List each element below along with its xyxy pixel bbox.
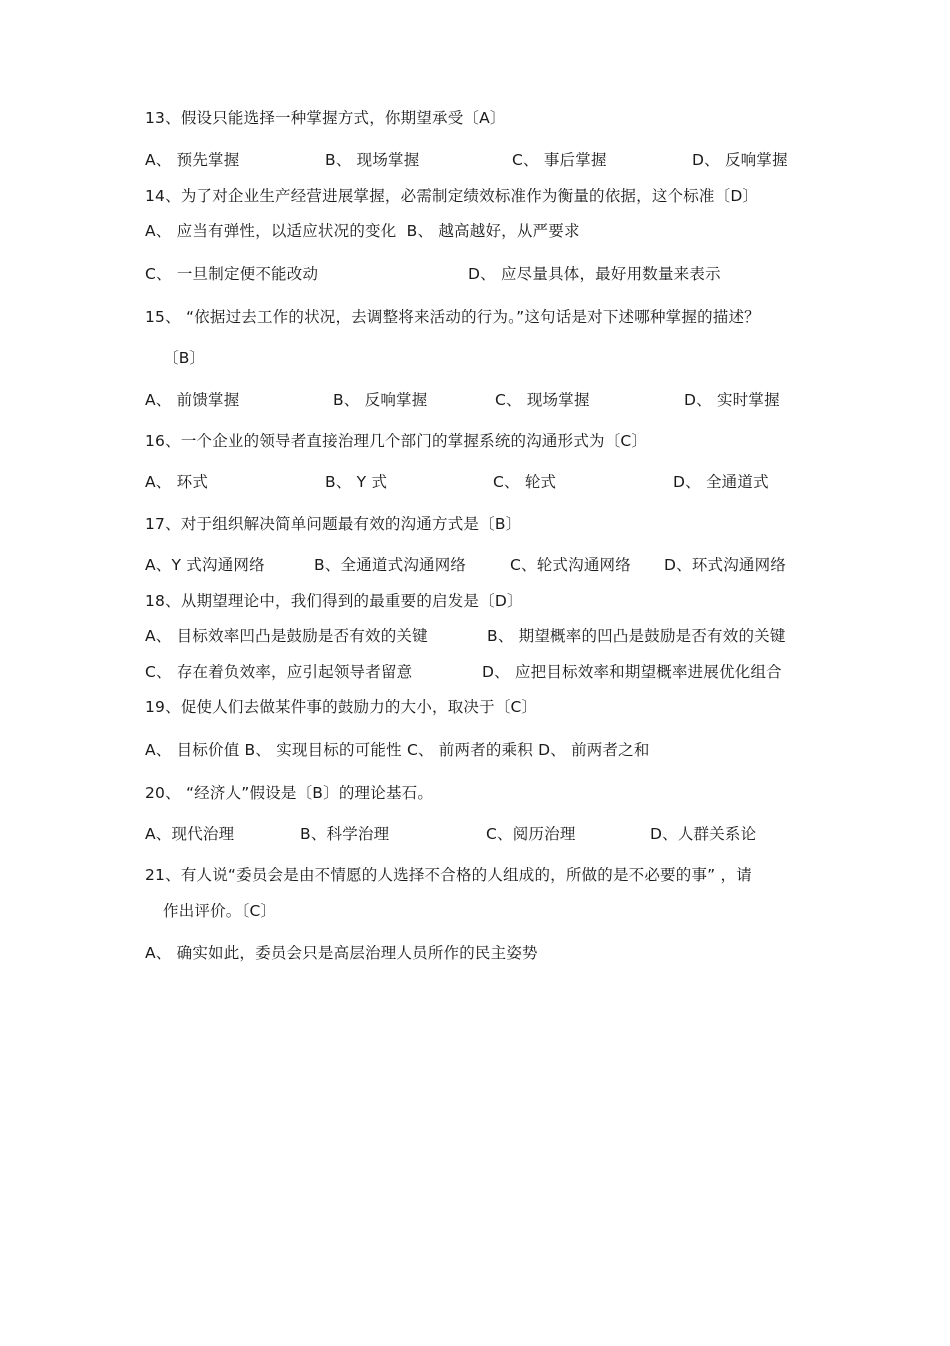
question-19-options: A、 目标价值 B、 实现目标的可能性 C、 前两者的乘积 D、 前两者之和 — [145, 741, 650, 759]
question-18-stem: 18、从期望理论中，我们得到的最重要的启发是〔D〕 — [145, 592, 523, 610]
question-17-option-d: D、环式沟通网络 — [664, 556, 787, 574]
question-18-option-a: A、 目标效率凹凸是鼓励是否有效的关键 — [145, 627, 428, 645]
question-13-option-b: B、 现场掌握 — [325, 151, 420, 169]
question-16-option-d: D、 全通道式 — [673, 473, 769, 491]
question-15-answer: 〔B〕 — [163, 349, 206, 367]
question-13-option-c: C、 事后掌握 — [512, 151, 607, 169]
question-21-stem: 21、有人说“委员会是由不情愿的人选择不合格的人组成的，所做的是不必要的事” ，请 — [145, 866, 752, 884]
question-21-stem-continued: 作出评价。〔C〕 — [163, 902, 277, 920]
question-15-option-b: B、 反响掌握 — [333, 391, 428, 409]
question-14-option-d: D、 应尽量具体，最好用数量来表示 — [468, 265, 721, 283]
question-20-option-a: A、现代治理 — [145, 825, 235, 843]
question-14-stem: 14、为了对企业生产经营进展掌握，必需制定绩效标准作为衡量的依据，这个标准〔D〕 — [145, 187, 759, 205]
question-14-option-c: C、 一旦制定便不能改动 — [145, 265, 319, 283]
question-15-option-a: A、 前馈掌握 — [145, 391, 240, 409]
question-16-option-c: C、 轮式 — [493, 473, 557, 491]
question-16-stem: 16、一个企业的领导者直接治理几个部门的掌握系统的沟通形式为〔C〕 — [145, 432, 648, 450]
question-15-stem: 15、 “依据过去工作的状况，去调整将来活动的行为。”这句话是对下述哪种掌握的描述？ — [145, 308, 760, 326]
question-21-option-a: A、 确实如此，委员会只是高层治理人员所作的民主姿势 — [145, 944, 538, 962]
question-15-option-d: D、 实时掌握 — [684, 391, 780, 409]
question-15-option-c: C、 现场掌握 — [495, 391, 590, 409]
question-17-option-c: C、轮式沟通网络 — [510, 556, 631, 574]
question-20-option-d: D、人群关系论 — [650, 825, 757, 843]
question-20-stem: 20、 “经济人”假设是〔B〕的理论基石。 — [145, 784, 434, 802]
question-13-option-d: D、 反响掌握 — [692, 151, 788, 169]
question-16-option-a: A、 环式 — [145, 473, 209, 491]
question-18-option-d: D、 应把目标效率和期望概率进展优化组合 — [482, 663, 782, 681]
question-14-options-ab: A、 应当有弹性，以适应状况的变化 B、 越高越好，从严要求 — [145, 222, 580, 240]
question-18-option-b: B、 期望概率的凹凸是鼓励是否有效的关键 — [487, 627, 786, 645]
question-13-option-a: A、 预先掌握 — [145, 151, 240, 169]
question-18-option-c: C、 存在着负效率，应引起领导者留意 — [145, 663, 413, 681]
question-17-option-a: A、Y 式沟通网络 — [145, 556, 265, 574]
question-19-stem: 19、促使人们去做某件事的鼓励力的大小，取决于〔C〕 — [145, 698, 538, 716]
question-20-option-c: C、阅历治理 — [486, 825, 576, 843]
question-20-option-b: B、科学治理 — [300, 825, 390, 843]
question-13-stem: 13、假设只能选择一种掌握方式，你期望承受〔A〕 — [145, 109, 506, 127]
question-17-option-b: B、全通道式沟通网络 — [314, 556, 467, 574]
question-16-option-b: B、 Y 式 — [325, 473, 388, 491]
question-17-stem: 17、对于组织解决简单问题最有效的沟通方式是〔B〕 — [145, 515, 522, 533]
